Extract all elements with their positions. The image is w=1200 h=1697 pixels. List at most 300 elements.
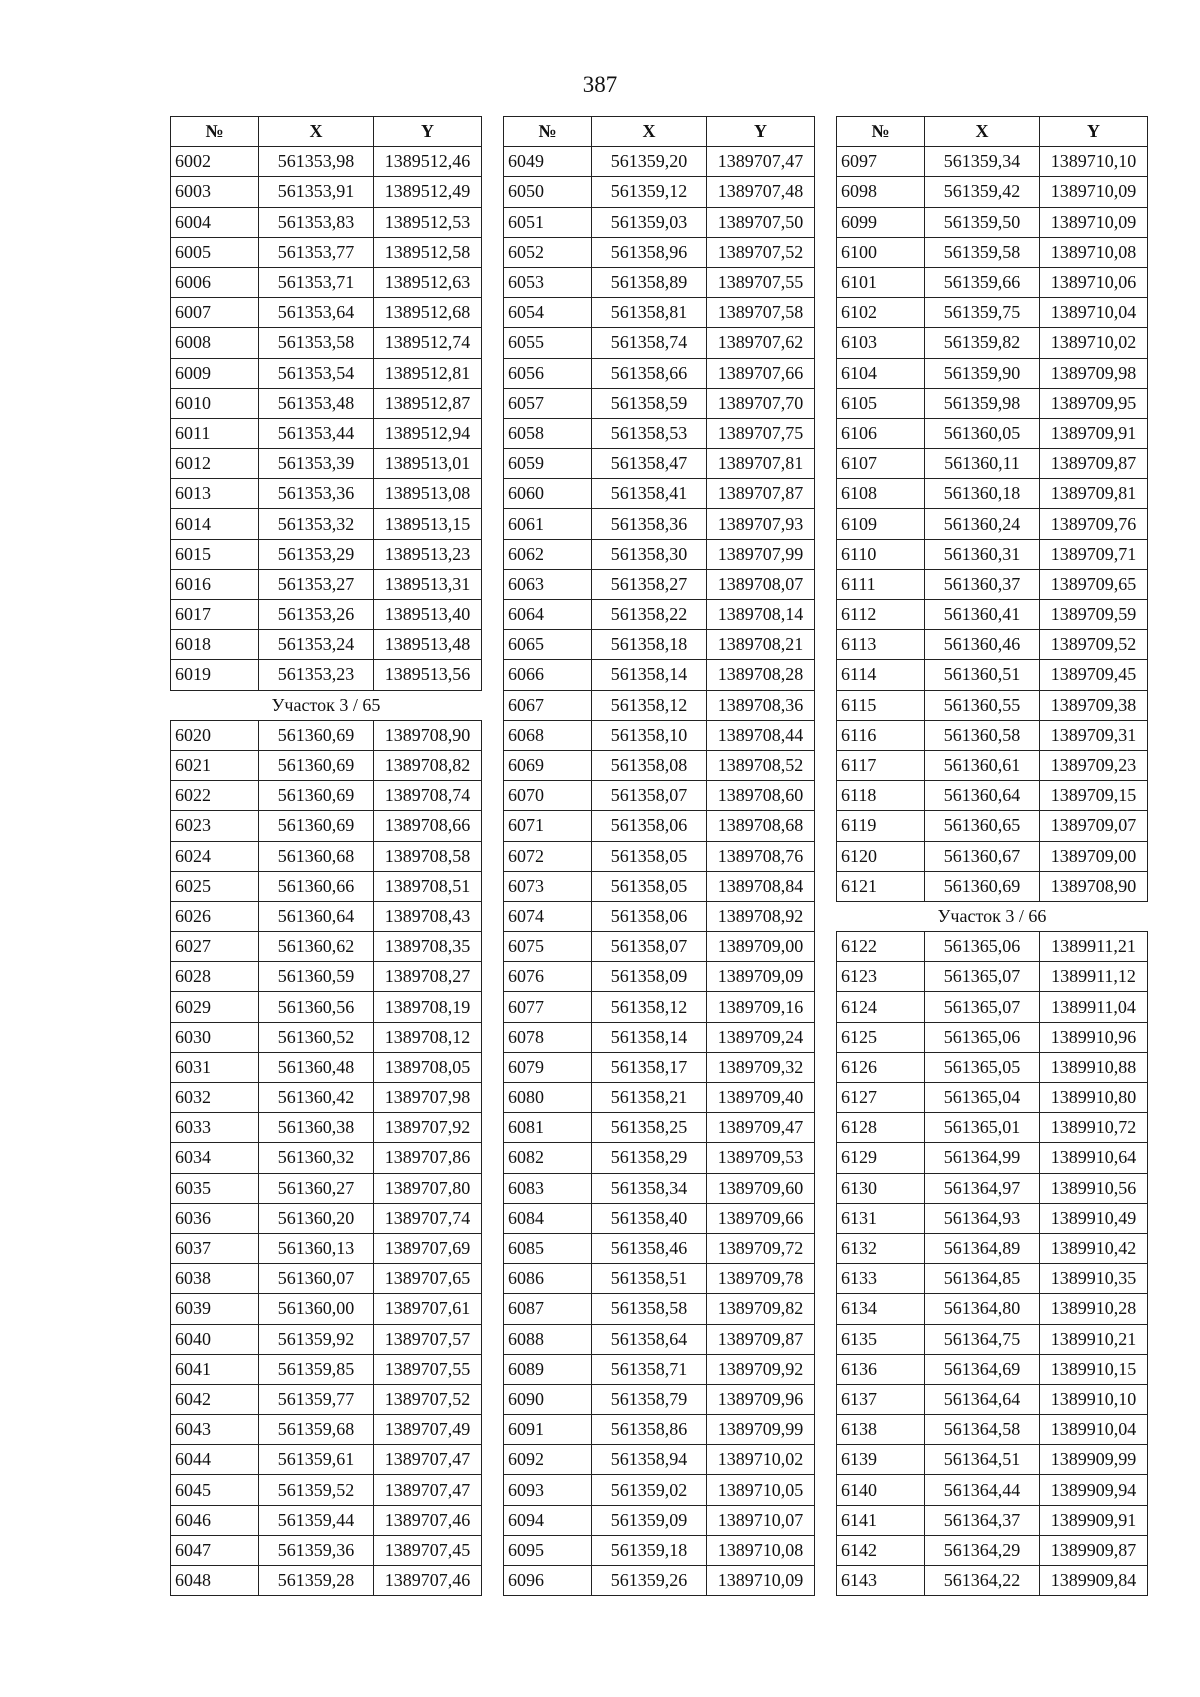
point-number: 6014	[171, 509, 259, 539]
table-row	[504, 1384, 815, 1414]
table-row	[171, 1566, 482, 1596]
x-coordinate: 561353,24	[259, 630, 374, 660]
point-number: 6059	[504, 449, 592, 479]
y-coordinate: 1389513,31	[374, 569, 482, 599]
point-number: 6075	[504, 932, 592, 962]
x-coordinate: 561360,41	[925, 600, 1040, 630]
y-coordinate: 1389707,66	[707, 358, 815, 388]
table-row	[171, 1052, 482, 1082]
table-row	[837, 418, 1148, 448]
y-coordinate: 1389708,12	[374, 1022, 482, 1052]
table-row	[171, 358, 482, 388]
x-coordinate: 561353,54	[259, 358, 374, 388]
x-coordinate: 561353,27	[259, 569, 374, 599]
table-row	[837, 811, 1148, 841]
y-coordinate: 1389707,69	[374, 1233, 482, 1263]
point-number: 6055	[504, 328, 592, 358]
table-row	[837, 1475, 1148, 1505]
table-row	[504, 871, 815, 901]
point-number: 6023	[171, 811, 259, 841]
point-number: 6101	[837, 267, 925, 297]
x-coordinate: 561360,61	[925, 750, 1040, 780]
x-coordinate: 561360,13	[259, 1233, 374, 1263]
point-number: 6095	[504, 1535, 592, 1565]
y-coordinate: 1389707,46	[374, 1566, 482, 1596]
table-row	[837, 147, 1148, 177]
table-row	[837, 1294, 1148, 1324]
table-row	[171, 871, 482, 901]
x-coordinate: 561365,05	[925, 1052, 1040, 1082]
point-number: 6084	[504, 1203, 592, 1233]
table-row	[504, 509, 815, 539]
table-row	[837, 569, 1148, 599]
table-row	[171, 962, 482, 992]
point-number: 6100	[837, 237, 925, 267]
x-coordinate: 561359,90	[925, 358, 1040, 388]
x-coordinate: 561353,83	[259, 207, 374, 237]
table-row	[504, 1113, 815, 1143]
x-coordinate: 561359,42	[925, 177, 1040, 207]
table-header	[504, 117, 815, 147]
point-number: 6121	[837, 871, 925, 901]
y-coordinate: 1389513,48	[374, 630, 482, 660]
y-coordinate: 1389910,80	[1040, 1083, 1148, 1113]
y-coordinate: 1389910,49	[1040, 1203, 1148, 1233]
point-number: 6037	[171, 1233, 259, 1263]
x-coordinate: 561353,23	[259, 660, 374, 690]
table-row	[837, 1083, 1148, 1113]
x-coordinate: 561364,89	[925, 1233, 1040, 1263]
point-number: 6112	[837, 600, 925, 630]
point-number: 6038	[171, 1264, 259, 1294]
point-number: 6066	[504, 660, 592, 690]
y-coordinate: 1389911,04	[1040, 992, 1148, 1022]
point-number: 6019	[171, 660, 259, 690]
point-number: 6071	[504, 811, 592, 841]
table-row	[837, 509, 1148, 539]
x-coordinate: 561358,05	[592, 841, 707, 871]
table-row	[837, 992, 1148, 1022]
x-coordinate: 561360,69	[259, 750, 374, 780]
table-row	[837, 328, 1148, 358]
y-coordinate: 1389707,45	[374, 1535, 482, 1565]
point-number: 6069	[504, 750, 592, 780]
point-number: 6117	[837, 750, 925, 780]
point-number: 6058	[504, 418, 592, 448]
x-coordinate: 561364,51	[925, 1445, 1040, 1475]
table-row	[171, 1384, 482, 1414]
x-coordinate: 561359,28	[259, 1566, 374, 1596]
table-row	[171, 177, 482, 207]
y-coordinate: 1389513,23	[374, 539, 482, 569]
y-coordinate: 1389709,87	[707, 1324, 815, 1354]
point-number: 6020	[171, 720, 259, 750]
y-coordinate: 1389910,56	[1040, 1173, 1148, 1203]
table-row	[504, 1324, 815, 1354]
table-row	[171, 932, 482, 962]
header-x: X	[259, 117, 374, 147]
point-number: 6072	[504, 841, 592, 871]
y-coordinate: 1389910,88	[1040, 1052, 1148, 1082]
y-coordinate: 1389512,74	[374, 328, 482, 358]
point-number: 6011	[171, 418, 259, 448]
y-coordinate: 1389709,99	[707, 1415, 815, 1445]
x-coordinate: 561364,93	[925, 1203, 1040, 1233]
y-coordinate: 1389709,76	[1040, 509, 1148, 539]
table-header	[837, 117, 1148, 147]
point-number: 6143	[837, 1566, 925, 1596]
point-number: 6017	[171, 600, 259, 630]
x-coordinate: 561353,98	[259, 147, 374, 177]
table-row	[504, 1294, 815, 1324]
x-coordinate: 561359,18	[592, 1535, 707, 1565]
point-number: 6006	[171, 267, 259, 297]
coordinates-table-3	[836, 116, 1148, 1596]
y-coordinate: 1389708,21	[707, 630, 815, 660]
point-number: 6098	[837, 177, 925, 207]
x-coordinate: 561360,56	[259, 992, 374, 1022]
point-number: 6008	[171, 328, 259, 358]
y-coordinate: 1389910,21	[1040, 1324, 1148, 1354]
y-coordinate: 1389710,05	[707, 1475, 815, 1505]
point-number: 6021	[171, 750, 259, 780]
point-number: 6106	[837, 418, 925, 448]
x-coordinate: 561360,38	[259, 1113, 374, 1143]
y-coordinate: 1389707,52	[374, 1384, 482, 1414]
y-coordinate: 1389709,66	[707, 1203, 815, 1233]
x-coordinate: 561359,34	[925, 147, 1040, 177]
point-number: 6009	[171, 358, 259, 388]
point-number: 6048	[171, 1566, 259, 1596]
x-coordinate: 561360,62	[259, 932, 374, 962]
x-coordinate: 561364,99	[925, 1143, 1040, 1173]
point-number: 6029	[171, 992, 259, 1022]
header-y: Y	[1040, 117, 1148, 147]
x-coordinate: 561359,61	[259, 1445, 374, 1475]
point-number: 6035	[171, 1173, 259, 1203]
x-coordinate: 561365,07	[925, 962, 1040, 992]
x-coordinate: 561365,07	[925, 992, 1040, 1022]
table-row	[171, 1022, 482, 1052]
x-coordinate: 561364,85	[925, 1264, 1040, 1294]
table-row	[504, 298, 815, 328]
x-coordinate: 561360,46	[925, 630, 1040, 660]
x-coordinate: 561358,81	[592, 298, 707, 328]
point-number: 6138	[837, 1415, 925, 1445]
point-number: 6125	[837, 1022, 925, 1052]
x-coordinate: 561359,98	[925, 388, 1040, 418]
table-row	[171, 298, 482, 328]
y-coordinate: 1389707,99	[707, 539, 815, 569]
table-row	[171, 237, 482, 267]
point-number: 6024	[171, 841, 259, 871]
point-number: 6097	[837, 147, 925, 177]
table-row	[171, 1535, 482, 1565]
table-row	[504, 328, 815, 358]
point-number: 6134	[837, 1294, 925, 1324]
y-coordinate: 1389710,06	[1040, 267, 1148, 297]
point-number: 6067	[504, 690, 592, 720]
point-number: 6053	[504, 267, 592, 297]
table-row	[171, 1203, 482, 1233]
point-number: 6065	[504, 630, 592, 660]
point-number: 6016	[171, 569, 259, 599]
table-row	[504, 1022, 815, 1052]
x-coordinate: 561358,79	[592, 1384, 707, 1414]
point-number: 6041	[171, 1354, 259, 1384]
point-number: 6109	[837, 509, 925, 539]
y-coordinate: 1389709,95	[1040, 388, 1148, 418]
x-coordinate: 561360,42	[259, 1083, 374, 1113]
y-coordinate: 1389909,87	[1040, 1535, 1148, 1565]
table-row	[171, 449, 482, 479]
point-number: 6004	[171, 207, 259, 237]
point-number: 6027	[171, 932, 259, 962]
y-coordinate: 1389910,35	[1040, 1264, 1148, 1294]
section-row	[171, 690, 482, 720]
point-number: 6137	[837, 1384, 925, 1414]
point-number: 6031	[171, 1052, 259, 1082]
point-number: 6079	[504, 1052, 592, 1082]
y-coordinate: 1389707,47	[374, 1475, 482, 1505]
y-coordinate: 1389909,84	[1040, 1566, 1148, 1596]
x-coordinate: 561358,74	[592, 328, 707, 358]
x-coordinate: 561358,58	[592, 1294, 707, 1324]
point-number: 6062	[504, 539, 592, 569]
x-coordinate: 561353,29	[259, 539, 374, 569]
x-coordinate: 561358,34	[592, 1173, 707, 1203]
table-row	[171, 328, 482, 358]
table-row	[171, 1475, 482, 1505]
y-coordinate: 1389513,40	[374, 600, 482, 630]
x-coordinate: 561359,50	[925, 207, 1040, 237]
point-number: 6070	[504, 781, 592, 811]
table-row	[171, 509, 482, 539]
x-coordinate: 561353,44	[259, 418, 374, 448]
x-coordinate: 561358,25	[592, 1113, 707, 1143]
x-coordinate: 561364,44	[925, 1475, 1040, 1505]
table-row	[837, 449, 1148, 479]
point-number: 6056	[504, 358, 592, 388]
x-coordinate: 561360,00	[259, 1294, 374, 1324]
y-coordinate: 1389708,35	[374, 932, 482, 962]
point-number: 6091	[504, 1415, 592, 1445]
table-row	[504, 237, 815, 267]
y-coordinate: 1389707,81	[707, 449, 815, 479]
point-number: 6036	[171, 1203, 259, 1233]
x-coordinate: 561358,53	[592, 418, 707, 448]
point-number: 6093	[504, 1475, 592, 1505]
point-number: 6087	[504, 1294, 592, 1324]
y-coordinate: 1389512,58	[374, 237, 482, 267]
y-coordinate: 1389708,92	[707, 901, 815, 931]
x-coordinate: 561353,39	[259, 449, 374, 479]
point-number: 6003	[171, 177, 259, 207]
x-coordinate: 561358,12	[592, 690, 707, 720]
point-number: 6013	[171, 479, 259, 509]
table-row	[837, 1233, 1148, 1263]
point-number: 6077	[504, 992, 592, 1022]
table-row	[837, 207, 1148, 237]
point-number: 6015	[171, 539, 259, 569]
x-coordinate: 561360,59	[259, 962, 374, 992]
y-coordinate: 1389710,08	[1040, 237, 1148, 267]
y-coordinate: 1389707,65	[374, 1264, 482, 1294]
table-row	[837, 841, 1148, 871]
table-row	[504, 841, 815, 871]
table-row	[171, 1143, 482, 1173]
point-number: 6089	[504, 1354, 592, 1384]
point-number: 6142	[837, 1535, 925, 1565]
table-row	[504, 750, 815, 780]
table-row	[504, 932, 815, 962]
table-row	[504, 1415, 815, 1445]
y-coordinate: 1389710,07	[707, 1505, 815, 1535]
x-coordinate: 561358,12	[592, 992, 707, 1022]
point-number: 6025	[171, 871, 259, 901]
table-row	[504, 781, 815, 811]
point-number: 6092	[504, 1445, 592, 1475]
y-coordinate: 1389910,04	[1040, 1415, 1148, 1445]
table-row	[837, 1384, 1148, 1414]
y-coordinate: 1389513,01	[374, 449, 482, 479]
y-coordinate: 1389707,86	[374, 1143, 482, 1173]
point-number: 6103	[837, 328, 925, 358]
point-number: 6010	[171, 388, 259, 418]
point-number: 6085	[504, 1233, 592, 1263]
x-coordinate: 561358,14	[592, 660, 707, 690]
table-row	[504, 388, 815, 418]
header-number: №	[837, 117, 925, 147]
y-coordinate: 1389911,12	[1040, 962, 1148, 992]
table-row	[504, 1445, 815, 1475]
point-number: 6140	[837, 1475, 925, 1505]
x-coordinate: 561358,06	[592, 811, 707, 841]
x-coordinate: 561360,52	[259, 1022, 374, 1052]
table-row	[504, 207, 815, 237]
point-number: 6107	[837, 449, 925, 479]
x-coordinate: 561359,26	[592, 1566, 707, 1596]
table-row	[837, 1324, 1148, 1354]
table-row	[171, 1083, 482, 1113]
point-number: 6078	[504, 1022, 592, 1052]
x-coordinate: 561364,80	[925, 1294, 1040, 1324]
point-number: 6096	[504, 1566, 592, 1596]
x-coordinate: 561365,01	[925, 1113, 1040, 1143]
table-row	[837, 1354, 1148, 1384]
table-row	[171, 781, 482, 811]
table-row	[504, 720, 815, 750]
point-number: 6074	[504, 901, 592, 931]
table-row	[171, 1354, 482, 1384]
table-row	[837, 479, 1148, 509]
point-number: 6064	[504, 600, 592, 630]
y-coordinate: 1389910,96	[1040, 1022, 1148, 1052]
y-coordinate: 1389707,87	[707, 479, 815, 509]
x-coordinate: 561360,31	[925, 539, 1040, 569]
table-row	[837, 1022, 1148, 1052]
table-row	[504, 811, 815, 841]
x-coordinate: 561364,29	[925, 1535, 1040, 1565]
y-coordinate: 1389709,15	[1040, 781, 1148, 811]
y-coordinate: 1389512,94	[374, 418, 482, 448]
x-coordinate: 561360,65	[925, 811, 1040, 841]
y-coordinate: 1389709,45	[1040, 660, 1148, 690]
y-coordinate: 1389512,53	[374, 207, 482, 237]
y-coordinate: 1389709,91	[1040, 418, 1148, 448]
y-coordinate: 1389708,82	[374, 750, 482, 780]
x-coordinate: 561360,69	[925, 871, 1040, 901]
table-row	[837, 630, 1148, 660]
y-coordinate: 1389709,98	[1040, 358, 1148, 388]
y-coordinate: 1389707,74	[374, 1203, 482, 1233]
y-coordinate: 1389512,81	[374, 358, 482, 388]
y-coordinate: 1389708,84	[707, 871, 815, 901]
y-coordinate: 1389708,52	[707, 750, 815, 780]
point-number: 6127	[837, 1083, 925, 1113]
y-coordinate: 1389708,68	[707, 811, 815, 841]
x-coordinate: 561359,12	[592, 177, 707, 207]
point-number: 6114	[837, 660, 925, 690]
table-row	[171, 1505, 482, 1535]
x-coordinate: 561360,51	[925, 660, 1040, 690]
x-coordinate: 561358,64	[592, 1324, 707, 1354]
y-coordinate: 1389707,70	[707, 388, 815, 418]
x-coordinate: 561359,36	[259, 1535, 374, 1565]
point-number: 6122	[837, 932, 925, 962]
table-row	[504, 690, 815, 720]
y-coordinate: 1389910,64	[1040, 1143, 1148, 1173]
x-coordinate: 561358,30	[592, 539, 707, 569]
header-number: №	[504, 117, 592, 147]
table-row	[837, 932, 1148, 962]
table-row	[504, 539, 815, 569]
y-coordinate: 1389910,42	[1040, 1233, 1148, 1263]
y-coordinate: 1389910,10	[1040, 1384, 1148, 1414]
point-number: 6094	[504, 1505, 592, 1535]
x-coordinate: 561360,64	[259, 901, 374, 931]
y-coordinate: 1389707,93	[707, 509, 815, 539]
y-coordinate: 1389707,75	[707, 418, 815, 448]
y-coordinate: 1389709,23	[1040, 750, 1148, 780]
y-coordinate: 1389709,82	[707, 1294, 815, 1324]
point-number: 6047	[171, 1535, 259, 1565]
point-number: 6076	[504, 962, 592, 992]
point-number: 6115	[837, 690, 925, 720]
x-coordinate: 561359,20	[592, 147, 707, 177]
y-coordinate: 1389709,53	[707, 1143, 815, 1173]
y-coordinate: 1389709,40	[707, 1083, 815, 1113]
point-number: 6044	[171, 1445, 259, 1475]
table-row	[837, 1143, 1148, 1173]
table-row	[837, 1264, 1148, 1294]
y-coordinate: 1389709,71	[1040, 539, 1148, 569]
point-number: 6123	[837, 962, 925, 992]
x-coordinate: 561359,77	[259, 1384, 374, 1414]
y-coordinate: 1389709,09	[707, 962, 815, 992]
point-number: 6050	[504, 177, 592, 207]
y-coordinate: 1389910,15	[1040, 1354, 1148, 1384]
point-number: 6118	[837, 781, 925, 811]
point-number: 6060	[504, 479, 592, 509]
x-coordinate: 561359,82	[925, 328, 1040, 358]
y-coordinate: 1389708,28	[707, 660, 815, 690]
x-coordinate: 561364,75	[925, 1324, 1040, 1354]
x-coordinate: 561364,64	[925, 1384, 1040, 1414]
y-coordinate: 1389709,78	[707, 1264, 815, 1294]
x-coordinate: 561358,41	[592, 479, 707, 509]
point-number: 6120	[837, 841, 925, 871]
